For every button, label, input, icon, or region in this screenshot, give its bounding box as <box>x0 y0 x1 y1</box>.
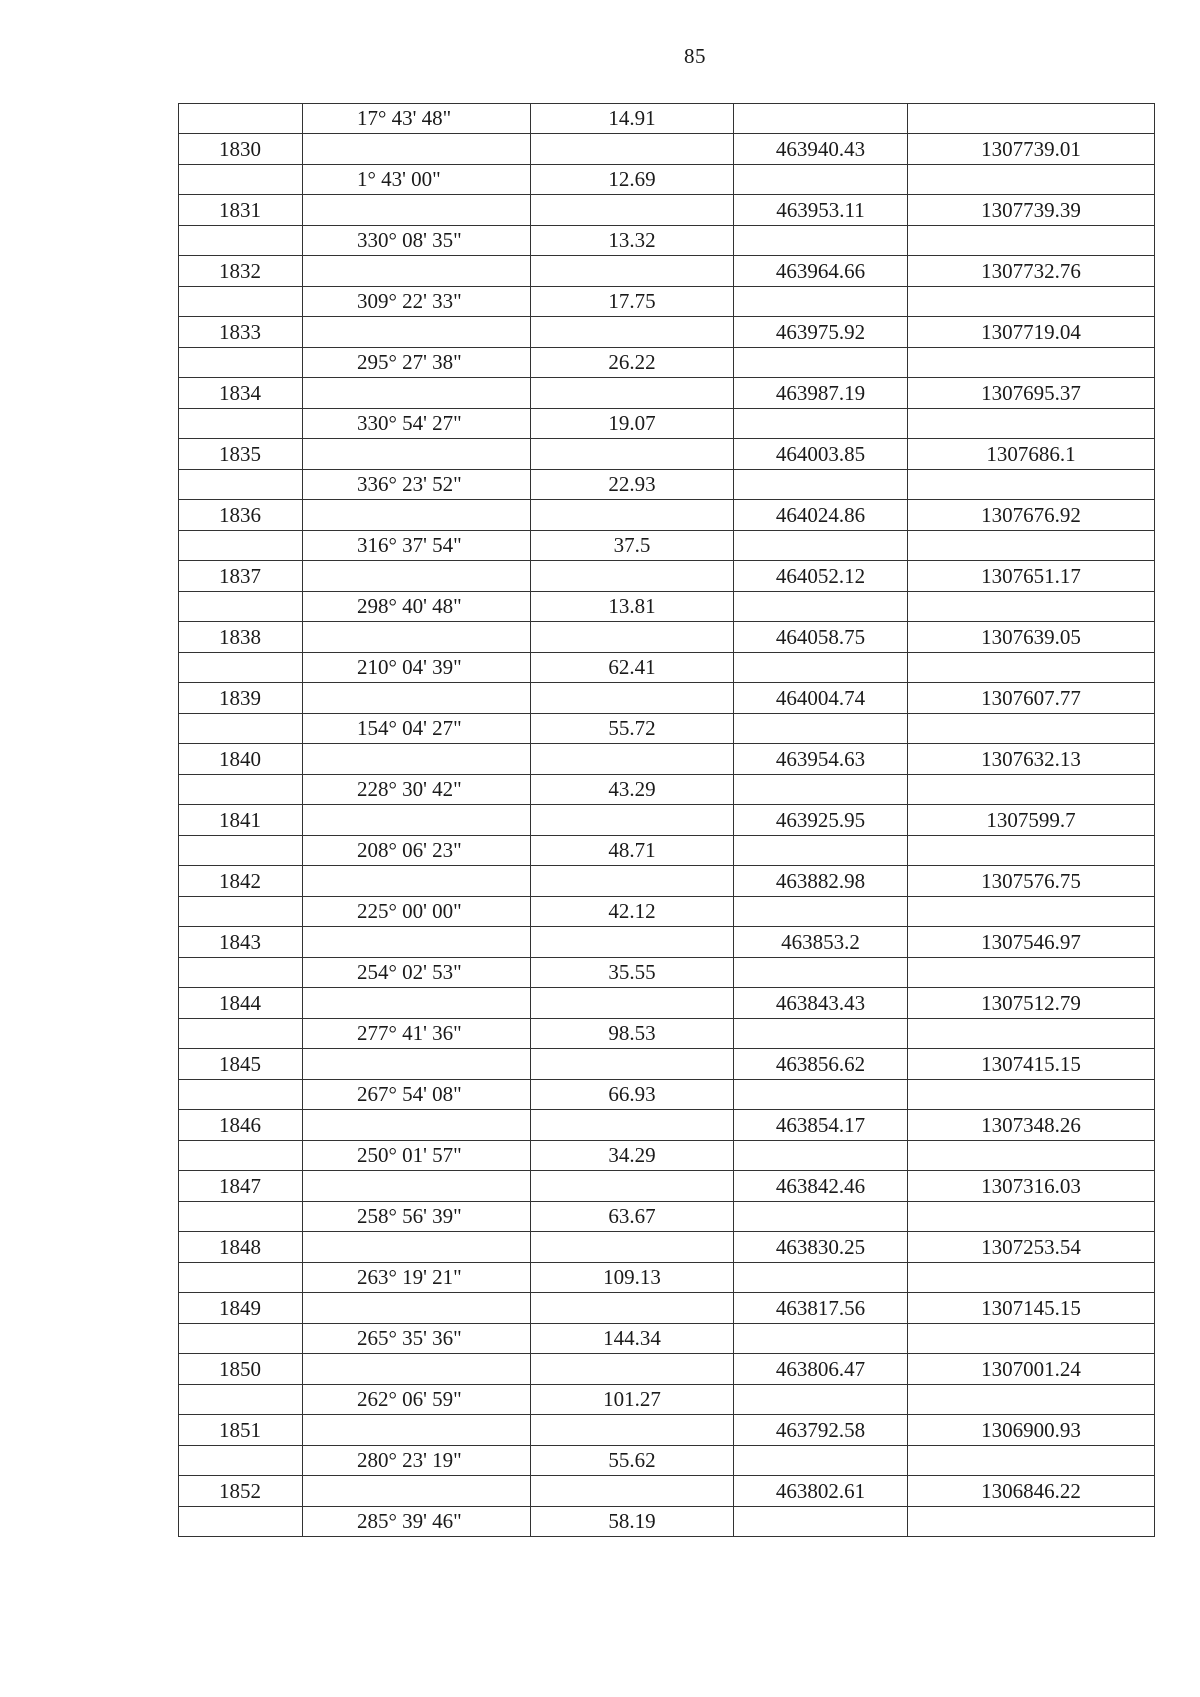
leg-row <box>179 1202 1155 1232</box>
station-number-cell: 1839 <box>179 683 303 714</box>
bearing-cell: 17° 43' 48" <box>303 104 531 134</box>
survey-coordinates-table <box>178 103 1155 1537</box>
station-row <box>179 622 1155 653</box>
easting-cell <box>734 775 908 805</box>
northing-cell <box>908 653 1155 683</box>
station-row <box>179 500 1155 531</box>
easting-cell <box>734 226 908 256</box>
northing-cell <box>908 1080 1155 1110</box>
distance-cell <box>531 317 734 348</box>
bearing-cell: 225° 00' 00" <box>303 897 531 927</box>
station-number-cell <box>179 714 303 744</box>
northing-cell <box>908 897 1155 927</box>
station-number-cell: 1845 <box>179 1049 303 1080</box>
bearing-cell: 267° 54' 08" <box>303 1080 531 1110</box>
distance-cell: 42.12 <box>531 897 734 927</box>
station-number-cell: 1842 <box>179 866 303 897</box>
easting-cell <box>734 592 908 622</box>
station-number-cell <box>179 1263 303 1293</box>
easting-cell: 464052.12 <box>734 561 908 592</box>
station-number-cell <box>179 1507 303 1537</box>
northing-cell <box>908 592 1155 622</box>
station-number-cell <box>179 165 303 195</box>
bearing-cell <box>303 256 531 287</box>
easting-cell: 463953.11 <box>734 195 908 226</box>
leg-row <box>179 1080 1155 1110</box>
northing-cell: 1307632.13 <box>908 744 1155 775</box>
bearing-cell: 309° 22' 33" <box>303 287 531 317</box>
northing-cell: 1307512.79 <box>908 988 1155 1019</box>
station-number-cell <box>179 1019 303 1049</box>
distance-cell <box>531 561 734 592</box>
easting-cell <box>734 714 908 744</box>
easting-cell: 463802.61 <box>734 1476 908 1507</box>
northing-cell: 1307001.24 <box>908 1354 1155 1385</box>
station-number-cell <box>179 1324 303 1354</box>
bearing-cell: 208° 06' 23" <box>303 836 531 866</box>
bearing-cell <box>303 134 531 165</box>
distance-cell: 14.91 <box>531 104 734 134</box>
distance-cell <box>531 500 734 531</box>
leg-row <box>179 470 1155 500</box>
easting-cell <box>734 470 908 500</box>
leg-row <box>179 775 1155 805</box>
easting-cell <box>734 287 908 317</box>
station-number-cell: 1843 <box>179 927 303 958</box>
station-number-cell <box>179 531 303 561</box>
bearing-cell: 265° 35' 36" <box>303 1324 531 1354</box>
northing-cell <box>908 1385 1155 1415</box>
easting-cell <box>734 958 908 988</box>
station-number-cell: 1844 <box>179 988 303 1019</box>
easting-cell <box>734 531 908 561</box>
distance-cell: 144.34 <box>531 1324 734 1354</box>
bearing-cell <box>303 1476 531 1507</box>
distance-cell <box>531 683 734 714</box>
station-number-cell <box>179 287 303 317</box>
easting-cell: 463940.43 <box>734 134 908 165</box>
leg-row <box>179 1507 1155 1537</box>
bearing-cell: 263° 19' 21" <box>303 1263 531 1293</box>
easting-cell <box>734 1019 908 1049</box>
distance-cell <box>531 1232 734 1263</box>
station-number-cell: 1838 <box>179 622 303 653</box>
station-row <box>179 866 1155 897</box>
station-number-cell: 1833 <box>179 317 303 348</box>
distance-cell: 37.5 <box>531 531 734 561</box>
easting-cell <box>734 409 908 439</box>
bearing-cell: 330° 54' 27" <box>303 409 531 439</box>
easting-cell <box>734 1263 908 1293</box>
easting-cell: 463925.95 <box>734 805 908 836</box>
station-row <box>179 1293 1155 1324</box>
station-number-cell <box>179 348 303 378</box>
leg-row <box>179 653 1155 683</box>
northing-cell: 1307415.15 <box>908 1049 1155 1080</box>
leg-row <box>179 1019 1155 1049</box>
northing-cell <box>908 287 1155 317</box>
northing-cell: 1306900.93 <box>908 1415 1155 1446</box>
distance-cell: 35.55 <box>531 958 734 988</box>
distance-cell <box>531 988 734 1019</box>
station-row <box>179 1110 1155 1141</box>
northing-cell <box>908 958 1155 988</box>
distance-cell: 58.19 <box>531 1507 734 1537</box>
station-number-cell <box>179 1141 303 1171</box>
bearing-cell <box>303 622 531 653</box>
easting-cell: 463882.98 <box>734 866 908 897</box>
easting-cell <box>734 165 908 195</box>
leg-row <box>179 592 1155 622</box>
northing-cell <box>908 1507 1155 1537</box>
northing-cell <box>908 470 1155 500</box>
easting-cell <box>734 1446 908 1476</box>
bearing-cell <box>303 317 531 348</box>
station-number-cell: 1851 <box>179 1415 303 1446</box>
distance-cell: 109.13 <box>531 1263 734 1293</box>
leg-row <box>179 409 1155 439</box>
station-row <box>179 988 1155 1019</box>
distance-cell: 22.93 <box>531 470 734 500</box>
easting-cell: 464003.85 <box>734 439 908 470</box>
bearing-cell: 280° 23' 19" <box>303 1446 531 1476</box>
distance-cell <box>531 805 734 836</box>
station-number-cell <box>179 836 303 866</box>
distance-cell <box>531 927 734 958</box>
bearing-cell: 250° 01' 57" <box>303 1141 531 1171</box>
station-row <box>179 1354 1155 1385</box>
northing-cell <box>908 1446 1155 1476</box>
bearing-cell <box>303 866 531 897</box>
leg-row <box>179 1324 1155 1354</box>
distance-cell <box>531 1171 734 1202</box>
station-number-cell <box>179 1202 303 1232</box>
bearing-cell: 228° 30' 42" <box>303 775 531 805</box>
station-number-cell <box>179 897 303 927</box>
distance-cell <box>531 439 734 470</box>
northing-cell: 1307639.05 <box>908 622 1155 653</box>
station-number-cell: 1848 <box>179 1232 303 1263</box>
station-number-cell: 1837 <box>179 561 303 592</box>
bearing-cell: 295° 27' 38" <box>303 348 531 378</box>
northing-cell <box>908 226 1155 256</box>
easting-cell <box>734 653 908 683</box>
easting-cell: 463830.25 <box>734 1232 908 1263</box>
station-row <box>179 927 1155 958</box>
distance-cell: 19.07 <box>531 409 734 439</box>
northing-cell <box>908 836 1155 866</box>
easting-cell <box>734 348 908 378</box>
easting-cell: 463954.63 <box>734 744 908 775</box>
bearing-cell <box>303 195 531 226</box>
bearing-cell <box>303 1354 531 1385</box>
northing-cell: 1307739.01 <box>908 134 1155 165</box>
easting-cell <box>734 1141 908 1171</box>
northing-cell: 1307145.15 <box>908 1293 1155 1324</box>
northing-cell: 1307732.76 <box>908 256 1155 287</box>
easting-cell: 463854.17 <box>734 1110 908 1141</box>
easting-cell: 463792.58 <box>734 1415 908 1446</box>
leg-row <box>179 1141 1155 1171</box>
easting-cell <box>734 1324 908 1354</box>
bearing-cell: 316° 37' 54" <box>303 531 531 561</box>
easting-cell <box>734 104 908 134</box>
station-row <box>179 1232 1155 1263</box>
northing-cell: 1307686.1 <box>908 439 1155 470</box>
station-number-cell <box>179 104 303 134</box>
distance-cell <box>531 1293 734 1324</box>
easting-cell <box>734 1080 908 1110</box>
station-row <box>179 1415 1155 1446</box>
bearing-cell <box>303 1049 531 1080</box>
station-row <box>179 683 1155 714</box>
easting-cell <box>734 1202 908 1232</box>
station-number-cell: 1830 <box>179 134 303 165</box>
leg-row <box>179 104 1155 134</box>
northing-cell <box>908 775 1155 805</box>
northing-cell: 1307676.92 <box>908 500 1155 531</box>
station-number-cell <box>179 1385 303 1415</box>
northing-cell <box>908 1202 1155 1232</box>
station-row <box>179 134 1155 165</box>
easting-cell: 463964.66 <box>734 256 908 287</box>
station-number-cell <box>179 958 303 988</box>
station-row <box>179 317 1155 348</box>
leg-row <box>179 836 1155 866</box>
distance-cell <box>531 1476 734 1507</box>
bearing-cell: 262° 06' 59" <box>303 1385 531 1415</box>
station-number-cell: 1850 <box>179 1354 303 1385</box>
station-row <box>179 744 1155 775</box>
distance-cell: 63.67 <box>531 1202 734 1232</box>
bearing-cell: 154° 04' 27" <box>303 714 531 744</box>
station-number-cell: 1841 <box>179 805 303 836</box>
distance-cell: 17.75 <box>531 287 734 317</box>
station-number-cell <box>179 470 303 500</box>
bearing-cell <box>303 561 531 592</box>
northing-cell: 1307599.7 <box>908 805 1155 836</box>
easting-cell: 463987.19 <box>734 378 908 409</box>
distance-cell: 98.53 <box>531 1019 734 1049</box>
leg-row <box>179 165 1155 195</box>
easting-cell: 464058.75 <box>734 622 908 653</box>
table-body <box>179 104 1155 1537</box>
bearing-cell: 1° 43' 00" <box>303 165 531 195</box>
bearing-cell <box>303 1110 531 1141</box>
leg-row <box>179 348 1155 378</box>
easting-cell <box>734 836 908 866</box>
distance-cell: 62.41 <box>531 653 734 683</box>
distance-cell <box>531 622 734 653</box>
bearing-cell <box>303 988 531 1019</box>
easting-cell <box>734 1385 908 1415</box>
easting-cell: 463817.56 <box>734 1293 908 1324</box>
bearing-cell: 330° 08' 35" <box>303 226 531 256</box>
bearing-cell <box>303 683 531 714</box>
distance-cell <box>531 256 734 287</box>
distance-cell <box>531 1354 734 1385</box>
bearing-cell: 298° 40' 48" <box>303 592 531 622</box>
distance-cell: 34.29 <box>531 1141 734 1171</box>
northing-cell: 1307719.04 <box>908 317 1155 348</box>
distance-cell: 55.62 <box>531 1446 734 1476</box>
northing-cell: 1307607.77 <box>908 683 1155 714</box>
leg-row <box>179 958 1155 988</box>
easting-cell: 463853.2 <box>734 927 908 958</box>
station-row <box>179 195 1155 226</box>
northing-cell: 1307651.17 <box>908 561 1155 592</box>
bearing-cell: 258° 56' 39" <box>303 1202 531 1232</box>
northing-cell: 1307348.26 <box>908 1110 1155 1141</box>
station-number-cell <box>179 775 303 805</box>
bearing-cell <box>303 1171 531 1202</box>
distance-cell <box>531 1110 734 1141</box>
distance-cell: 66.93 <box>531 1080 734 1110</box>
station-number-cell <box>179 1446 303 1476</box>
bearing-cell: 336° 23' 52" <box>303 470 531 500</box>
distance-cell <box>531 1415 734 1446</box>
station-number-cell <box>179 226 303 256</box>
distance-cell: 43.29 <box>531 775 734 805</box>
distance-cell <box>531 744 734 775</box>
station-number-cell: 1849 <box>179 1293 303 1324</box>
distance-cell: 13.32 <box>531 226 734 256</box>
easting-cell <box>734 1507 908 1537</box>
station-row <box>179 1476 1155 1507</box>
easting-cell: 463856.62 <box>734 1049 908 1080</box>
northing-cell: 1307546.97 <box>908 927 1155 958</box>
northing-cell <box>908 165 1155 195</box>
station-number-cell: 1840 <box>179 744 303 775</box>
station-row <box>179 378 1155 409</box>
distance-cell: 26.22 <box>531 348 734 378</box>
bearing-cell <box>303 805 531 836</box>
station-row <box>179 561 1155 592</box>
leg-row <box>179 287 1155 317</box>
leg-row <box>179 531 1155 561</box>
northing-cell: 1307253.54 <box>908 1232 1155 1263</box>
northing-cell: 1307695.37 <box>908 378 1155 409</box>
leg-row <box>179 226 1155 256</box>
leg-row <box>179 1263 1155 1293</box>
bearing-cell <box>303 927 531 958</box>
station-number-cell: 1847 <box>179 1171 303 1202</box>
northing-cell <box>908 1141 1155 1171</box>
distance-cell: 48.71 <box>531 836 734 866</box>
northing-cell <box>908 409 1155 439</box>
easting-cell: 464004.74 <box>734 683 908 714</box>
leg-row <box>179 1385 1155 1415</box>
station-number-cell: 1831 <box>179 195 303 226</box>
distance-cell <box>531 378 734 409</box>
leg-row <box>179 1446 1155 1476</box>
station-number-cell <box>179 1080 303 1110</box>
northing-cell <box>908 1019 1155 1049</box>
bearing-cell <box>303 378 531 409</box>
bearing-cell: 254° 02' 53" <box>303 958 531 988</box>
bearing-cell: 277° 41' 36" <box>303 1019 531 1049</box>
bearing-cell: 285° 39' 46" <box>303 1507 531 1537</box>
northing-cell <box>908 1263 1155 1293</box>
station-row <box>179 805 1155 836</box>
distance-cell: 101.27 <box>531 1385 734 1415</box>
station-row <box>179 1049 1155 1080</box>
easting-cell: 463843.43 <box>734 988 908 1019</box>
bearing-cell: 210° 04' 39" <box>303 653 531 683</box>
station-number-cell: 1852 <box>179 1476 303 1507</box>
station-row <box>179 256 1155 287</box>
northing-cell <box>908 1324 1155 1354</box>
distance-cell: 13.81 <box>531 592 734 622</box>
station-number-cell: 1834 <box>179 378 303 409</box>
bearing-cell <box>303 500 531 531</box>
distance-cell <box>531 1049 734 1080</box>
station-number-cell <box>179 653 303 683</box>
easting-cell: 463975.92 <box>734 317 908 348</box>
northing-cell: 1307316.03 <box>908 1171 1155 1202</box>
bearing-cell <box>303 1232 531 1263</box>
easting-cell: 463842.46 <box>734 1171 908 1202</box>
easting-cell <box>734 897 908 927</box>
bearing-cell <box>303 439 531 470</box>
leg-row <box>179 897 1155 927</box>
easting-cell: 463806.47 <box>734 1354 908 1385</box>
station-number-cell <box>179 592 303 622</box>
bearing-cell <box>303 744 531 775</box>
bearing-cell <box>303 1293 531 1324</box>
easting-cell: 464024.86 <box>734 500 908 531</box>
leg-row <box>179 714 1155 744</box>
northing-cell: 1307739.39 <box>908 195 1155 226</box>
northing-cell <box>908 714 1155 744</box>
bearing-cell <box>303 1415 531 1446</box>
station-number-cell: 1832 <box>179 256 303 287</box>
northing-cell <box>908 531 1155 561</box>
station-row <box>179 439 1155 470</box>
northing-cell: 1307576.75 <box>908 866 1155 897</box>
station-row <box>179 1171 1155 1202</box>
distance-cell: 12.69 <box>531 165 734 195</box>
station-number-cell: 1846 <box>179 1110 303 1141</box>
northing-cell: 1306846.22 <box>908 1476 1155 1507</box>
page-number: 85 <box>684 44 706 68</box>
station-number-cell <box>179 409 303 439</box>
distance-cell <box>531 866 734 897</box>
station-number-cell: 1835 <box>179 439 303 470</box>
station-number-cell: 1836 <box>179 500 303 531</box>
distance-cell <box>531 134 734 165</box>
distance-cell <box>531 195 734 226</box>
northing-cell <box>908 104 1155 134</box>
distance-cell: 55.72 <box>531 714 734 744</box>
northing-cell <box>908 348 1155 378</box>
